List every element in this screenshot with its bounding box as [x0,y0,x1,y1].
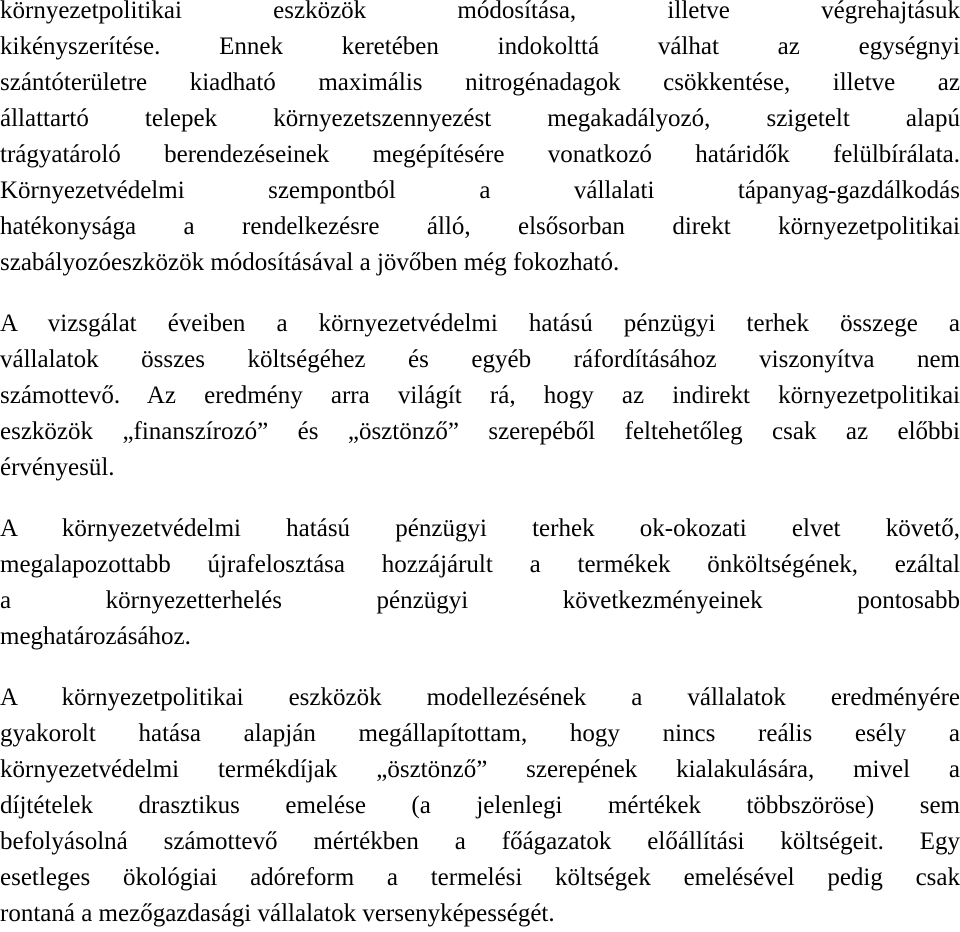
text-line: rontaná a mezőgazdasági vállalatok versenyképességét. [0,900,555,927]
text-line: vállalatok összes költségéhez és egyéb ráfordításához viszonyítva nem [0,346,960,373]
text-line: állattartó telepek környezetszennyezést megakadályozó, szigetelt alapú [0,105,960,132]
text-line: gyakorolt hatása alapján megállapítottam, hogy nincs reális esély a [0,720,960,747]
paragraph-3 [0,511,960,655]
paragraph-gap [0,655,960,680]
text-line: meghatározásához. [0,623,191,650]
text-line: A környezetpolitikai eszközök modellezésének a vállalatok eredményére [0,684,960,711]
paragraph-2 [0,306,960,486]
text-line: környezetpolitikai eszközök módosítása, illetve végrehajtásuk [0,0,960,24]
paragraph-gap [0,281,960,306]
text-line: kikényszerítése. Ennek keretében indokolttá válhat az egységnyi [0,33,960,60]
text-line: A vizsgálat éveiben a környezetvédelmi hatású pénzügyi terhek összege a [0,310,960,337]
text-line: környezetvédelmi termékdíjak „ösztönző” szerepének kialakulására, mivel a [0,756,960,783]
text-line: a környezetterhelés pénzügyi következményeinek pontosabb [0,587,960,614]
text-line: számottevő. Az eredmény arra világít rá, hogy az indirekt környezetpolitikai [0,382,960,409]
text-line: díjtételek drasztikus emelése (a jelenlegi mértékek többszöröse) sem [0,792,960,819]
text-line: megalapozottabb újrafelosztása hozzájárult a termékek önköltségének, ezáltal [0,551,960,578]
text-line: szabályozóeszközök módosításával a jövőben még fokozható. [0,249,620,276]
text-line: trágyatároló berendezéseinek megépítésére vonatkozó határidők felülbírálata. [0,141,960,168]
text-line: szántóterületre kiadható maximális nitrogénadagok csökkentése, illetve az [0,69,960,96]
text-line: Környezetvédelmi szempontból a vállalati tápanyag-gazdálkodás [0,177,960,204]
text-line: eszközök „finanszírozó” és „ösztönző” szerepéből feltehetőleg csak az előbbi [0,418,960,445]
paragraph-1 [0,0,960,281]
paragraph-gap [0,486,960,511]
paragraph-4 [0,680,960,932]
text-line: esetleges ökológiai adóreform a termelési költségek emelésével pedig csak [0,864,960,891]
text-line: hatékonysága a rendelkezésre álló, elsősorban direkt környezetpolitikai [0,213,960,240]
text-line: érvényesül. [0,454,115,481]
text-line: befolyásolná számottevő mértékben a főágazatok előállítási költségeit. Egy [0,828,960,855]
text-line: A környezetvédelmi hatású pénzügyi terhek ok-okozati elvet követő, [0,515,960,542]
